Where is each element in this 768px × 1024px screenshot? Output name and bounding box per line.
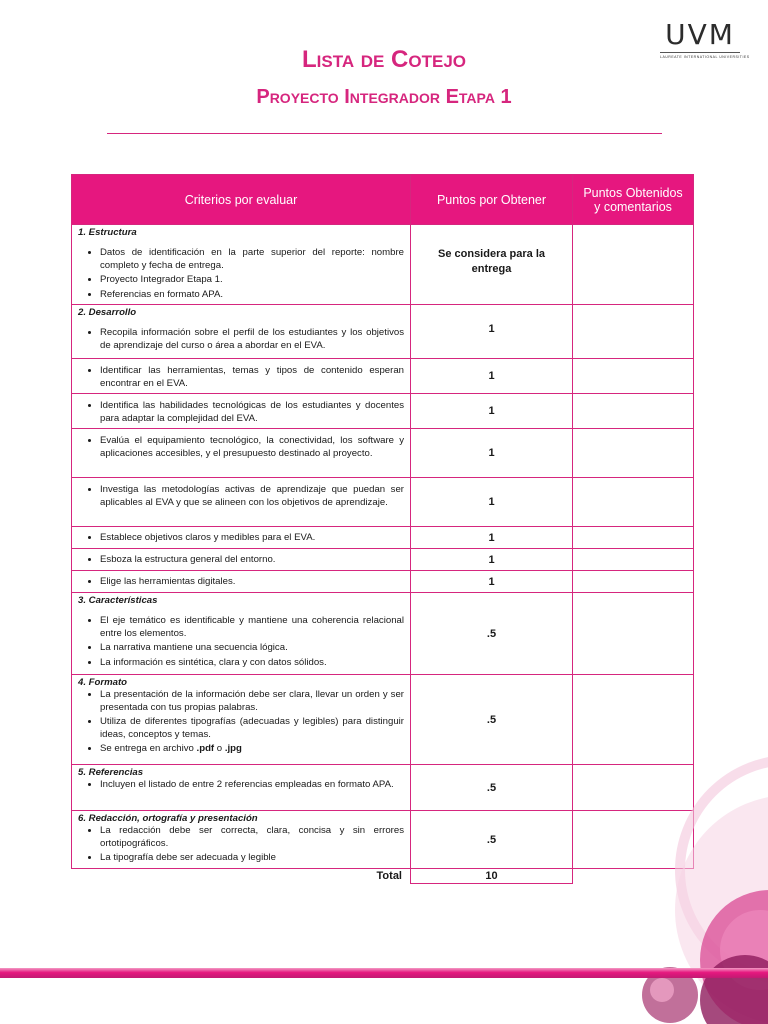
points-cell: .5 (411, 593, 573, 675)
table-row (72, 305, 694, 359)
points-cell: .5 (411, 675, 573, 765)
format-pdf: .pdf (196, 743, 215, 754)
list-item: • Utiliza de diferentes tipografías (adecuadas y legibles) para distinguir ideas, conceptos y temas. (100, 716, 404, 741)
criteria-list (78, 247, 404, 301)
list-item: • La presentación de la información debe ser clara, llevar un orden y ser presentada con tus propias palabras. (100, 689, 404, 714)
points-cell: .5 (411, 765, 573, 811)
obtained-cell[interactable] (573, 429, 694, 478)
section-title: 4. Formato (78, 677, 128, 688)
title-divider (107, 133, 662, 134)
list-item: • Esboza la estructura general del entorno. (100, 554, 404, 567)
table-row (72, 429, 694, 478)
criteria-cell (72, 394, 411, 429)
criteria-cell (72, 549, 411, 571)
total-value: 10 (411, 869, 573, 884)
obtained-cell[interactable] (573, 593, 694, 675)
criteria-cell (72, 305, 411, 359)
list-item: • Recopila información sobre el perfil de los estudiantes y los objetivos de aprendizaje del curso o área a abordar en el EVA. (100, 327, 404, 352)
list-item: • Incluyen el listado de entre 2 referencias empleadas en formato APA. (100, 779, 404, 792)
list-item: • Establece objetivos claros y medibles para el EVA. (100, 532, 404, 545)
points-cell: 1 (411, 359, 573, 394)
checklist-table (71, 174, 694, 884)
criteria-cell (72, 571, 411, 593)
criteria-list (78, 825, 404, 865)
points-cell: 1 (411, 305, 573, 359)
obtained-cell[interactable] (573, 225, 694, 305)
criteria-cell (72, 811, 411, 869)
criteria-list (78, 615, 404, 669)
list-item: • La narrativa mantiene una secuencia lógica. (100, 642, 404, 655)
criteria-cell (72, 593, 411, 675)
points-cell: 1 (411, 549, 573, 571)
criteria-list (78, 689, 404, 756)
list-item: • Investiga las metodologías activas de aprendizaje que puedan ser aplicables al EVA y que se alineen con los objetivos de aprendizaje. (100, 484, 404, 509)
table-row (72, 549, 694, 571)
criteria-cell (72, 527, 411, 549)
obtained-cell[interactable] (573, 478, 694, 527)
points-cell: 1 (411, 527, 573, 549)
criteria-list (78, 779, 404, 792)
footer-band (0, 968, 768, 978)
list-item (100, 743, 404, 756)
table-row (72, 811, 694, 869)
points-cell: 1 (411, 429, 573, 478)
logo-subtitle: LAUREATE INTERNATIONAL UNIVERSITIES (660, 55, 750, 59)
criteria-cell (72, 429, 411, 478)
criteria-list (78, 576, 404, 589)
list-item: • El eje temático es identificable y mantiene una coherencia relacional entre los elementos. (100, 615, 404, 640)
obtained-cell[interactable] (573, 675, 694, 765)
obtained-cell[interactable] (573, 394, 694, 429)
section-title: 2. Desarrollo (78, 307, 137, 318)
criteria-list (78, 365, 404, 390)
list-item: • Datos de identificación en la parte superior del reporte: nombre completo y fecha de entrega. (100, 247, 404, 272)
table-row (72, 675, 694, 765)
total-row (72, 869, 694, 884)
points-cell: 1 (411, 394, 573, 429)
decorative-circles (640, 760, 768, 1024)
table-row (72, 394, 694, 429)
list-item: • Identificar las herramientas, temas y tipos de contenido esperan encontrar en el EVA. (100, 365, 404, 390)
obtained-cell[interactable] (573, 571, 694, 593)
format-jpg: .jpg (224, 743, 242, 754)
list-item: • La información es sintética, clara y con datos sólidos. (100, 657, 404, 670)
table-header-row (72, 175, 694, 225)
total-label: Total (72, 869, 411, 884)
list-item: • Evalúa el equipamiento tecnológico, la conectividad, los software y aplicaciones accesibles, y el presupuesto destinado al proyecto. (100, 435, 404, 460)
points-cell: 1 (411, 478, 573, 527)
table-row (72, 478, 694, 527)
list-item: • Elige las herramientas digitales. (100, 576, 404, 589)
points-cell: 1 (411, 571, 573, 593)
table-row (72, 571, 694, 593)
table-row (72, 359, 694, 394)
criteria-cell (72, 765, 411, 811)
table-row (72, 593, 694, 675)
criteria-list (78, 554, 404, 567)
section-title: 3. Características (78, 595, 158, 606)
criteria-cell (72, 359, 411, 394)
criteria-list (78, 435, 404, 460)
list-item: • La tipografía debe ser adecuada y legible (100, 852, 404, 865)
section-title: 6. Redacción, ortografía y presentación (78, 813, 258, 824)
list-item: • Identifica las habilidades tecnológicas de los estudiantes y docentes para adaptar la complejidad del EVA. (100, 400, 404, 425)
obtained-cell[interactable] (573, 359, 694, 394)
points-cell: .5 (411, 811, 573, 869)
section-title: 5. Referencias (78, 767, 144, 778)
list-item: • La redacción debe ser correcta, clara, concisa y sin errores ortotipográficos. (100, 825, 404, 850)
points-cell: Se considera para la entrega (411, 225, 573, 305)
table-row (72, 527, 694, 549)
obtained-cell[interactable] (573, 549, 694, 571)
header-criteria: Criterios por evaluar (72, 175, 411, 225)
section-title: 1. Estructura (78, 227, 137, 238)
list-item: • Referencias en formato APA. (100, 289, 404, 302)
criteria-cell (72, 225, 411, 305)
list-item: • Proyecto Integrador Etapa 1. (100, 274, 404, 287)
page-title: Lista de Cotejo (301, 46, 467, 73)
format-prefix: Se entrega en archivo (100, 743, 197, 754)
obtained-cell[interactable] (573, 305, 694, 359)
logo-wordmark: UVM (665, 18, 735, 51)
criteria-list (78, 484, 404, 509)
format-middle: o (214, 743, 225, 754)
criteria-list (78, 327, 404, 352)
criteria-list (78, 400, 404, 425)
header-obtained: Puntos Obtenidos y comentarios (573, 175, 694, 225)
page-subtitle: Proyecto Integrador Etapa 1 (256, 86, 512, 108)
table-row (72, 765, 694, 811)
criteria-list (78, 532, 404, 545)
criteria-cell (72, 478, 411, 527)
criteria-cell (72, 675, 411, 765)
obtained-cell[interactable] (573, 527, 694, 549)
header-points: Puntos por Obtener (411, 175, 573, 225)
table-row (72, 225, 694, 305)
